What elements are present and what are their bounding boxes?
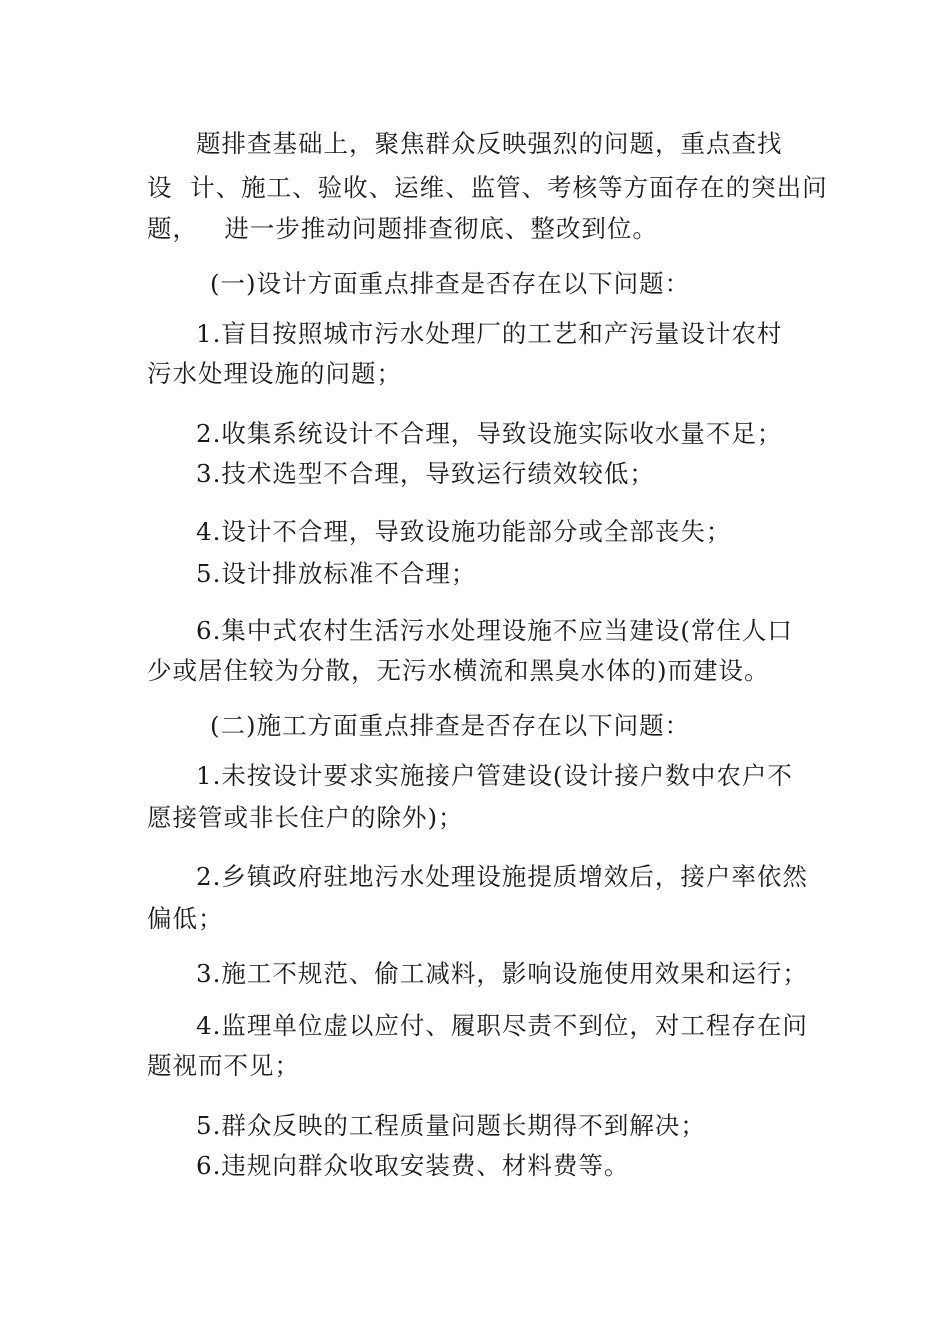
design-item-3: 3.技术选型不合理，导致运行绩效较低； <box>196 459 655 488</box>
construction-item-3: 3.施工不规范、偷工减料，影响设施使用效果和运行； <box>196 959 808 988</box>
construction-item-5: 5.群众反映的工程质量问题长期得不到解决； <box>196 1111 706 1140</box>
design-section-heading: (一)设计方面重点排查是否存在以下问题： <box>210 269 691 298</box>
construction-item-2-line-2: 偏低； <box>147 904 224 933</box>
construction-item-1-line-1: 1.未按设计要求实施接户管建设(设计接户数中农户不 <box>196 761 793 790</box>
design-item-1-line-2: 污水处理设施的问题； <box>147 359 402 388</box>
construction-item-1-line-2: 愿接管或非长住户的除外)； <box>147 803 464 832</box>
construction-item-2-line-1: 2.乡镇政府驻地污水处理设施提质增效后，接户率依然 <box>196 862 808 891</box>
construction-item-6: 6.违规向群众收取安装费、材料费等。 <box>196 1151 630 1180</box>
construction-item-4-line-1: 4.监理单位虚以应付、履职尽责不到位，对工程存在问 <box>196 1011 808 1040</box>
design-item-6-line-2: 少或居住较为分散，无污水横流和黑臭水体的)而建设。 <box>147 656 770 685</box>
intro-line-2: 设 计、施工、验收、运维、监管、考核等方面存在的突出问 <box>147 173 828 202</box>
design-item-2: 2.收集系统设计不合理，导致设施实际收水量不足； <box>196 419 783 448</box>
construction-item-4-line-2: 题视而不见； <box>147 1051 300 1080</box>
design-item-4: 4.设计不合理，导致设施功能部分或全部丧失； <box>196 517 732 546</box>
design-item-1-line-1: 1.盲目按照城市污水处理厂的工艺和产污量设计农村 <box>196 319 783 348</box>
design-item-6-line-1: 6.集中式农村生活污水处理设施不应当建设(常住人口 <box>196 616 793 645</box>
design-item-5: 5.设计排放标准不合理； <box>196 559 477 588</box>
intro-line-3: 题， 进一步推动问题排查彻底、整改到位。 <box>147 214 658 243</box>
intro-line-1: 题排查基础上，聚焦群众反映强烈的问题，重点查找 <box>196 129 783 158</box>
construction-section-heading: (二)施工方面重点排查是否存在以下问题： <box>210 711 691 740</box>
